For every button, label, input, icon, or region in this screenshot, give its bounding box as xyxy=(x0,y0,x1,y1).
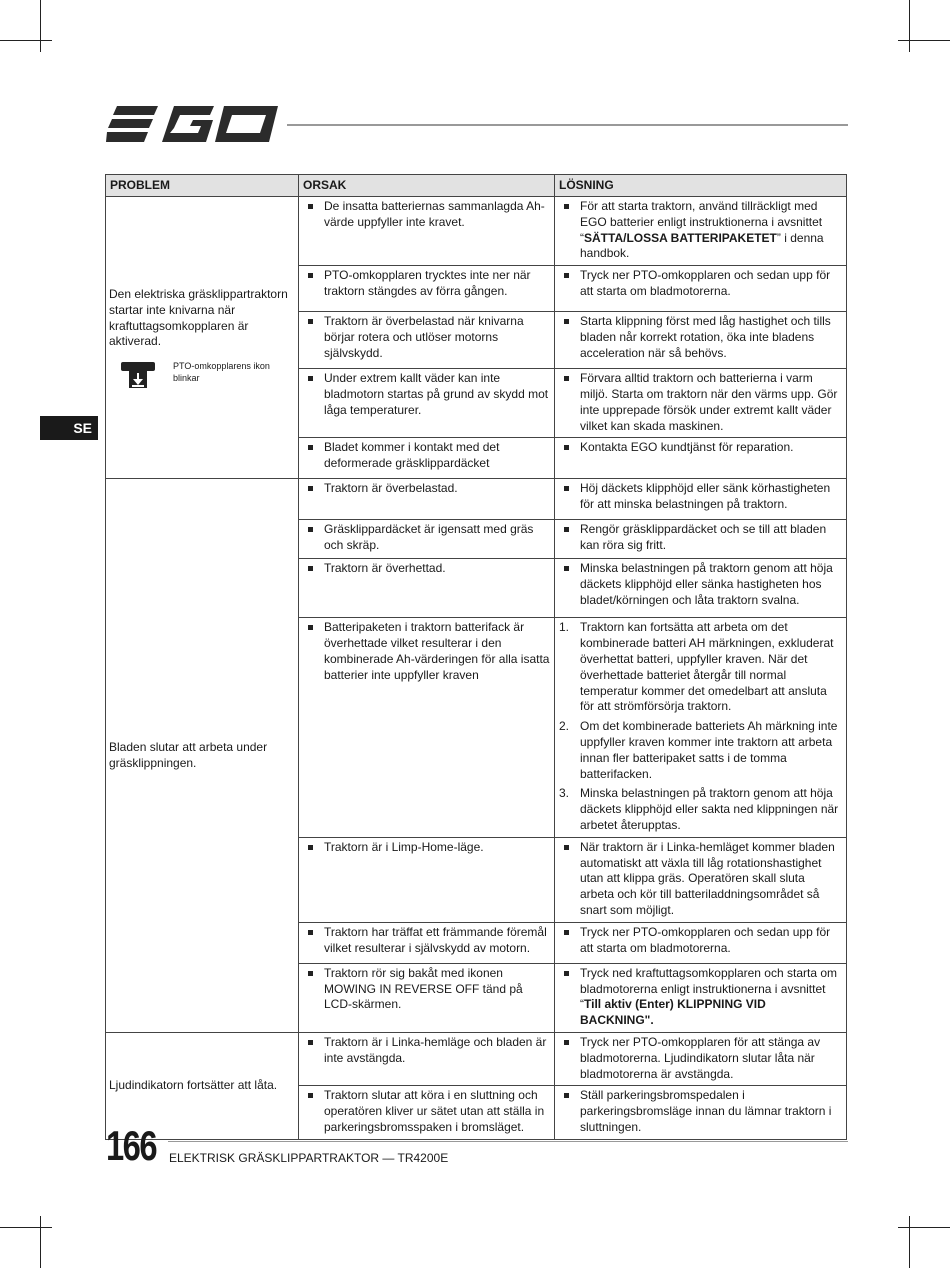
table-row xyxy=(106,197,847,266)
solution-text: Förvara alltid traktorn och batterierna i varm miljö. Starta om traktorn när den värms upp. Gör inte upprepade försök under extremt kallt väder vilket kan skada maskinen. xyxy=(559,371,842,434)
solution-text xyxy=(559,199,842,262)
pto-icon-note xyxy=(109,360,295,388)
solution-cell xyxy=(555,266,847,312)
cause-text: Traktorn har träffat ett främmande föremål vilket resulterar i självskydd av motorn. xyxy=(303,925,550,957)
problem-text: Bladen slutar att arbeta under gräsklippningen. xyxy=(109,739,268,770)
solution-text: När traktorn är i Linka-hemläget kommer bladen automatiskt att växla till låg rotationshastighet utan att klippa gräs. Operatören skall sluta arbeta och kör till batteriladdningsområdet så snart som möjligt. xyxy=(559,840,842,919)
header-cause: ORSAK xyxy=(299,175,555,197)
page-number: 166 xyxy=(106,1122,156,1169)
solution-cell xyxy=(555,438,847,479)
cause-cell xyxy=(299,520,555,559)
solution-cell xyxy=(555,837,847,922)
step-number: 2. xyxy=(559,719,570,734)
solution-cell xyxy=(555,1086,847,1139)
section-reference: SÄTTA/LOSSA BATTERIPAKETET xyxy=(584,230,777,245)
solution-text: Tryck ner PTO-omkopplaren och sedan upp för att starta om bladmotorerna. xyxy=(559,268,842,300)
cause-text: Traktorn slutar att köra i en sluttning och operatören kliver ur sätet utan att ställa in parkeringsbromsspaken i bromsläget. xyxy=(303,1088,550,1135)
cause-cell xyxy=(299,618,555,837)
step-text: Minska belastningen på traktorn genom att höja däckets klipphöjd eller sakta ned klippningen när arbetet återupptas. xyxy=(580,786,839,832)
crop-mark xyxy=(898,1227,950,1228)
step-text: Traktorn kan fortsätta att arbeta om det kombinerade batteri AH märkningen, exkluderat överhettat batteri, uppfyller kraven. När det överhettade batteriet återgår till normal temperatur kommer det omedelbart att ansluta för att strömförsörja traktorn. xyxy=(580,620,834,714)
cause-cell xyxy=(299,963,555,1032)
cause-text: Traktorn är överbelastad. xyxy=(303,481,550,497)
step-number: 3. xyxy=(559,786,570,801)
solution-text: Ställ parkeringsbromspedalen i parkeringsbromsläge innan du lämnar traktorn i sluttningen. xyxy=(559,1088,842,1135)
cause-cell xyxy=(299,559,555,618)
solution-text-part: ” i denna handbok. xyxy=(580,230,824,261)
solution-text: Tryck ner PTO-omkopplaren och sedan upp för att starta om bladmotorerna. xyxy=(559,925,842,957)
cause-text: PTO-omkopplaren trycktes inte ner när traktorn stängdes av förra gången. xyxy=(303,268,550,300)
pto-icon-caption: PTO-omkopplarens ikon blinkar xyxy=(173,361,270,384)
crop-mark xyxy=(0,40,52,41)
problem-cell xyxy=(106,479,299,1033)
solution-cell xyxy=(555,479,847,520)
cause-cell xyxy=(299,369,555,438)
cause-text: Batteripaketen i traktorn batterifack är överhettade vilket resulterar i den kombinerade Ah-värderingen för alla isatta batterier inte uppfyller kraven xyxy=(303,620,550,683)
solution-step xyxy=(559,719,842,782)
cause-text: De insatta batteriernas sammanlagda Ah-värde uppfyller inte kravet. xyxy=(303,199,550,231)
table-row xyxy=(106,479,847,520)
solution-text: Kontakta EGO kundtjänst för reparation. xyxy=(559,440,842,456)
step-text: Om det kombinerade batteriets Ah märkning inte uppfyller kraven kommer inte traktorn att arbeta innan fler batteripaket satts i de tomma batterifacken. xyxy=(580,719,838,781)
solution-cell xyxy=(555,963,847,1032)
solution-text: Höj däckets klipphöjd eller sänk körhastigheten för att minska belastningen på traktorn. xyxy=(559,481,842,513)
cause-cell xyxy=(299,922,555,963)
cause-cell xyxy=(299,197,555,266)
header-problem: PROBLEM xyxy=(106,175,299,197)
solution-step xyxy=(559,620,842,715)
cause-text: Traktorn rör sig bakåt med ikonen MOWING IN REVERSE OFF tänd på LCD-skärmen. xyxy=(303,966,550,1013)
cause-cell xyxy=(299,479,555,520)
solution-text: Tryck ner PTO-omkopplaren för att stänga av bladmotorerna. Ljudindikatorn slutar låta när bladmotorerna är avstängda. xyxy=(559,1035,842,1082)
solution-cell xyxy=(555,369,847,438)
cause-cell xyxy=(299,266,555,312)
solution-text-part: För att starta traktorn, använd tillräckligt med EGO batterier enligt instruktionerna i avsnittet “ xyxy=(580,199,823,245)
cause-text: Traktorn är överbelastad när knivarna börjar rotera och utlöser motorns självskydd. xyxy=(303,314,550,361)
crop-mark xyxy=(909,0,910,52)
cause-text: Under extrem kallt väder kan inte bladmotorn startas på grund av skydd mot låga temperaturer. xyxy=(303,371,550,418)
pto-switch-icon xyxy=(121,362,155,388)
solution-cell xyxy=(555,559,847,618)
cause-cell xyxy=(299,312,555,369)
solution-text: Minska belastningen på traktorn genom att höja däckets klipphöjd eller sänka hastigheten hos bladet/körningen och låta traktorn svalna. xyxy=(559,561,842,608)
solution-cell xyxy=(555,312,847,369)
cause-text: Traktorn är i Linka-hemläge och bladen är inte avstängda. xyxy=(303,1035,550,1067)
solution-step xyxy=(559,786,842,833)
table-row xyxy=(106,1032,847,1085)
crop-mark xyxy=(909,1216,910,1268)
cause-text: Gräsklippardäcket är igensatt med gräs och skräp. xyxy=(303,522,550,554)
troubleshooting-table xyxy=(105,174,847,1140)
ego-logo xyxy=(106,102,278,146)
solution-cell xyxy=(555,520,847,559)
header-solution: LÖSNING xyxy=(555,175,847,197)
solution-cell xyxy=(555,618,847,837)
problem-text: Ljudindikatorn fortsätter att låta. xyxy=(109,1077,278,1092)
solution-text xyxy=(559,966,842,1029)
table-header-row xyxy=(106,175,847,197)
solution-text-part: Tryck ned kraftuttagsomkopplaren och starta om bladmotorerna enligt instruktionerna i avsnittet “ xyxy=(580,965,838,1012)
solution-cell xyxy=(555,922,847,963)
cause-cell xyxy=(299,438,555,479)
crop-mark xyxy=(40,1216,41,1268)
crop-mark xyxy=(40,0,41,52)
footer-title: ELEKTRISK GRÄSKLIPPARTRAKTOR — TR4200E xyxy=(169,1151,449,1165)
problem-text: Den elektriska gräsklippartraktorn startar inte knivarna när kraftuttagsomkopplaren är aktiverad. xyxy=(109,287,288,349)
step-number: 1. xyxy=(559,620,570,635)
cause-cell xyxy=(299,837,555,922)
cause-text: Bladet kommer i kontakt med det deformerade gräsklippardäcket xyxy=(303,440,550,472)
footer-rule xyxy=(168,1141,848,1142)
crop-mark xyxy=(898,40,950,41)
solution-cell xyxy=(555,1032,847,1085)
language-tab: SE xyxy=(40,416,98,440)
problem-cell xyxy=(106,197,299,479)
cause-cell xyxy=(299,1086,555,1139)
solution-text: Starta klippning först med låg hastighet och tills bladen når korrekt rotation, öka inte bladens acceleration när så behövs. xyxy=(559,314,842,361)
crop-mark xyxy=(0,1227,52,1228)
cause-cell xyxy=(299,1032,555,1085)
solution-text: Rengör gräsklippardäcket och se till att bladen kan röra sig fritt. xyxy=(559,522,842,554)
header-rule xyxy=(287,124,848,126)
section-reference: Till aktiv (Enter) KLIPPNING VID BACKNING". xyxy=(580,997,766,1028)
cause-text: Traktorn är i Limp-Home-läge. xyxy=(303,840,550,856)
cause-text: Traktorn är överhettad. xyxy=(303,561,550,577)
solution-cell xyxy=(555,197,847,266)
